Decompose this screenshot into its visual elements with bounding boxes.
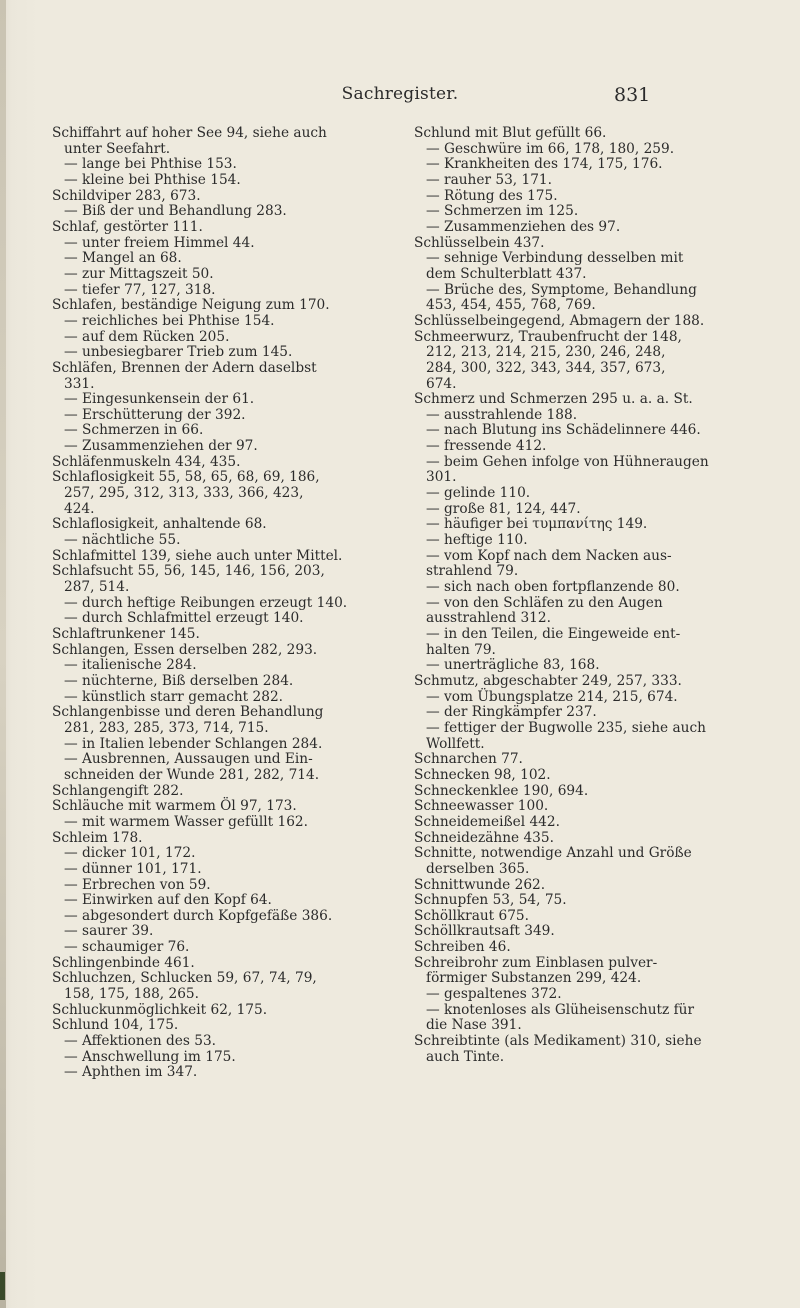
index-subentry: — Eingesunkensein der 61. (64, 391, 255, 408)
index-entry: Schlafmittel 139, siehe auch unter Mittel. (52, 547, 343, 564)
index-subentry: 674. (426, 375, 457, 392)
index-subentry: — Zusammenziehen des 97. (426, 218, 621, 235)
index-subentry: strahlend 79. (426, 563, 519, 580)
page-number: 831 (614, 84, 651, 106)
index-entry: Schnitte, notwendige Anzahl und Größe (414, 845, 692, 862)
index-subentry: — durch heftige Reibungen erzeugt 140. (64, 594, 348, 611)
index-subentry: 453, 454, 455, 768, 769. (426, 297, 596, 314)
index-subentry: — Affektionen des 53. (64, 1033, 217, 1050)
index-entry: Schlaflosigkeit, anhaltende 68. (52, 516, 267, 533)
index-subentry: — fettiger der Bugwolle 235, siehe auch (426, 719, 706, 736)
index-column-right (414, 126, 760, 1065)
index-entry: Schneidezähne 435. (414, 829, 554, 846)
index-subentry: 257, 295, 312, 313, 333, 366, 423, (64, 485, 304, 502)
index-subentry: — schaumiger 76. (64, 939, 190, 956)
index-entry: Schiffahrt auf hoher See 94, siehe auch (52, 125, 327, 141)
index-subentry: — Anschwellung im 175. (64, 1048, 236, 1065)
index-subentry: — Zusammenziehen der 97. (64, 438, 258, 455)
index-entry: Schlaf, gestörter 111. (52, 218, 203, 235)
index-entry: Schreiben 46. (414, 939, 511, 956)
spine-mark (0, 1272, 5, 1300)
index-subentry: — Ausbrennen, Aussaugen und Ein- (64, 751, 313, 768)
index-subentry: — von den Schläfen zu den Augen (426, 594, 663, 611)
index-subentry: — Einwirken auf den Kopf 64. (64, 892, 272, 909)
index-subentry: halten 79. (426, 641, 496, 658)
index-entry: Schnarchen 77. (414, 751, 523, 768)
index-subentry: ausstrahlend 312. (426, 610, 551, 627)
page-header-title: Sachregister. (341, 84, 459, 104)
index-subentry: 287, 514. (64, 579, 130, 596)
index-entry: Schlaflosigkeit 55, 58, 65, 68, 69, 186, (52, 469, 320, 486)
index-subentry: 158, 175, 188, 265. (64, 986, 199, 1003)
index-subentry: — knotenloses als Glüheisenschutz für (426, 1001, 695, 1018)
index-subentry: — saurer 39. (64, 923, 154, 940)
index-subentry: — beim Gehen infolge von Hühneraugen (426, 453, 709, 470)
index-subentry: 284, 300, 322, 343, 344, 357, 673, (426, 359, 666, 376)
index-subentry: Wollfett. (426, 735, 485, 752)
index-subentry: — der Ringkämpfer 237. (426, 704, 597, 721)
index-subentry: — große 81, 124, 447. (426, 500, 581, 517)
index-entry: Schläuche mit warmem Öl 97, 173. (52, 798, 297, 815)
index-subentry: — nüchterne, Biß derselben 284. (64, 672, 294, 689)
index-subentry: unter Seefahrt. (64, 140, 171, 157)
index-subentry: 301. (426, 469, 457, 486)
index-entry: Schlafen, beständige Neigung zum 170. (52, 297, 330, 314)
index-subentry: — dünner 101, 171. (64, 860, 202, 877)
index-entry: Schlüsselbeingegend, Abmagern der 188. (414, 312, 705, 329)
index-entry: Schlund mit Blut gefüllt 66. (414, 125, 607, 141)
index-subentry: — Schmerzen in 66. (64, 422, 204, 439)
index-subentry: — rauher 53, 171. (426, 171, 552, 188)
index-subentry: — Aphthen im 347. (64, 1064, 198, 1081)
index-entry: Schnupfen 53, 54, 75. (414, 892, 567, 909)
page-spine-edge (0, 0, 6, 1308)
index-subentry: — ausstrahlende 188. (426, 406, 578, 423)
index-subentry: — unter freiem Himmel 44. (64, 234, 255, 251)
index-subentry: 212, 213, 214, 215, 230, 246, 248, (426, 344, 666, 361)
index-entry: Schlingenbinde 461. (52, 954, 195, 971)
index-subentry: 281, 283, 285, 373, 714, 715. (64, 719, 269, 736)
index-subentry: — nach Blutung ins Schädelinnere 446. (426, 422, 701, 439)
index-subentry: derselben 365. (426, 860, 530, 877)
index-entry: Schlafsucht 55, 56, 145, 146, 156, 203, (52, 563, 325, 580)
index-subentry: — tiefer 77, 127, 318. (64, 281, 216, 298)
index-subentry: — auf dem Rücken 205. (64, 328, 230, 345)
index-subentry: — mit warmem Wasser gefüllt 162. (64, 813, 308, 830)
index-subentry: 424. (64, 500, 95, 517)
index-subentry: — dicker 101, 172. (64, 845, 196, 862)
index-entry: Schlangenbisse und deren Behandlung (52, 704, 324, 721)
index-subentry: — kleine bei Phthise 154. (64, 171, 241, 188)
index-entry: Schneckenklee 190, 694. (414, 782, 589, 799)
index-entry: Schleim 178. (52, 829, 143, 846)
index-subentry: auch Tinte. (426, 1048, 505, 1065)
index-subentry: — abgesondert durch Kopfgefäße 386. (64, 907, 333, 924)
index-subentry: — sich nach oben fortpflanzende 80. (426, 579, 680, 596)
index-entry: Schneewasser 100. (414, 798, 549, 815)
index-entry: Schmerz und Schmerzen 295 u. a. a. St. (414, 391, 693, 408)
index-entry: Schluchzen, Schlucken 59, 67, 74, 79, (52, 970, 317, 987)
index-subentry: die Nase 391. (426, 1017, 522, 1034)
index-subentry: — reichliches bei Phthise 154. (64, 312, 275, 329)
index-entry: Schluckunmöglichkeit 62, 175. (52, 1001, 268, 1018)
index-subentry: — fressende 412. (426, 438, 547, 455)
index-entry: Schlaftrunkener 145. (52, 626, 200, 642)
index-subentry: förmiger Substanzen 299, 424. (426, 970, 642, 987)
index-entry: Schöllkraut 675. (414, 907, 529, 924)
index-subentry: — künstlich starr gemacht 282. (64, 688, 284, 705)
index-subentry: — Krankheiten des 174, 175, 176. (426, 156, 663, 173)
index-subentry: — Geschwüre im 66, 178, 180, 259. (426, 140, 675, 157)
index-entry: Schläfenmuskeln 434, 435. (52, 453, 241, 470)
index-subentry: — vom Übungsplatze 214, 215, 674. (426, 688, 678, 705)
index-subentry: — Mangel an 68. (64, 250, 182, 267)
index-entry: Schnittwunde 262. (414, 876, 546, 893)
index-subentry: schneiden der Wunde 281, 282, 714. (64, 766, 320, 783)
index-entry: Schmeerwurz, Traubenfrucht der 148, (414, 328, 682, 345)
index-entry: Schneidemeißel 442. (414, 813, 560, 830)
index-subentry: — lange bei Phthise 153. (64, 156, 237, 173)
index-entry: Schmutz, abgeschabter 249, 257, 333. (414, 672, 682, 689)
index-subentry: — Rötung des 175. (426, 187, 558, 204)
index-entry: Schlangen, Essen derselben 282, 293. (52, 641, 318, 658)
index-subentry: 331. (64, 375, 95, 392)
index-subentry: — zur Mittagszeit 50. (64, 265, 214, 282)
index-entry: Schläfen, Brennen der Adern daselbst (52, 359, 317, 376)
index-subentry: — Biß der und Behandlung 283. (64, 203, 287, 220)
index-subentry: — Brüche des, Symptome, Behandlung (426, 281, 697, 298)
index-entry: Schlangengift 282. (52, 782, 184, 799)
index-subentry: — gelinde 110. (426, 485, 531, 502)
index-entry: Schnecken 98, 102. (414, 766, 551, 783)
index-entry: Schlüsselbein 437. (414, 234, 545, 251)
index-subentry: — heftige 110. (426, 532, 528, 549)
index-entry: Schreibrohr zum Einblasen pulver- (414, 954, 658, 971)
index-subentry: — Schmerzen im 125. (426, 203, 579, 220)
index-column-left (52, 126, 398, 1081)
index-subentry: — in Italien lebender Schlangen 284. (64, 735, 323, 752)
index-subentry: — nächtliche 55. (64, 532, 181, 549)
index-entry: Schöllkrautsaft 349. (414, 923, 555, 940)
index-subentry: — häufiger bei τυμπανίτης 149. (426, 516, 648, 533)
index-subentry: — vom Kopf nach dem Nacken aus- (426, 547, 672, 564)
index-subentry: — italienische 284. (64, 657, 197, 674)
index-subentry: — in den Teilen, die Eingeweide ent- (426, 626, 681, 642)
index-subentry: dem Schulterblatt 437. (426, 265, 587, 282)
index-entry: Schlund 104, 175. (52, 1017, 179, 1034)
index-entry: Schreibtinte (als Medikament) 310, siehe (414, 1033, 702, 1050)
index-subentry: — sehnige Verbindung desselben mit (426, 250, 684, 267)
index-subentry: — Erschütterung der 392. (64, 406, 246, 423)
index-subentry: — Erbrechen von 59. (64, 876, 211, 893)
index-subentry: — durch Schlafmittel erzeugt 140. (64, 610, 304, 627)
index-entry: Schildviper 283, 673. (52, 187, 201, 204)
index-subentry: — unerträgliche 83, 168. (426, 657, 600, 674)
index-subentry: — gespaltenes 372. (426, 986, 562, 1003)
index-subentry: — unbesiegbarer Trieb zum 145. (64, 344, 293, 361)
